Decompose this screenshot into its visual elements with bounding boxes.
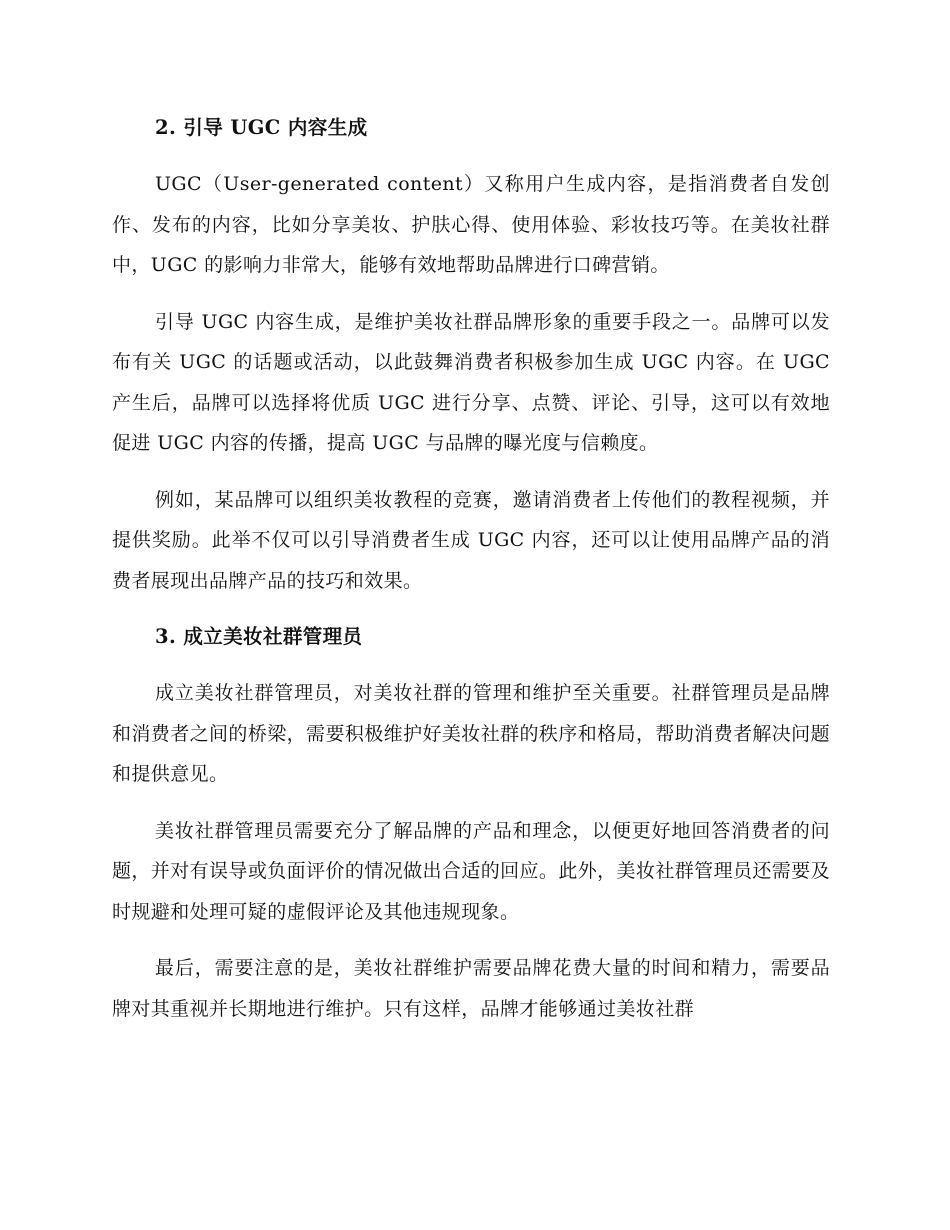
paragraph-closing: 最后，需要注意的是，美妆社群维护需要品牌花费大量的时间和精力，需要品牌对其重视并长期地进行维护。只有这样，品牌才能够通过美妆社群 <box>112 957 830 1020</box>
section-title-ugc: 2. 引导 UGC 内容生成 <box>155 116 368 139</box>
document-body <box>112 108 830 1029</box>
paragraph-ugc-example: 例如，某品牌可以组织美妆教程的竞赛，邀请消费者上传他们的教程视频，并提供奖励。此举不仅可以引导消费者生成 UGC 内容，还可以让使用品牌产品的消费者展现出品牌产品的技巧和效果。 <box>112 488 830 592</box>
paragraph-ugc-guidance: 引导 UGC 内容生成，是维护美妆社群品牌形象的重要手段之一。品牌可以发布有关 UGC 的话题或活动，以此鼓舞消费者积极参加生成 UGC 内容。在 UGC 产生后，品牌可以选择将优质 UGC 进行分享、点赞、评论、引导，这可以有效地促进 UGC 内容的传播，提高 UGC 与品牌的曝光度与信赖度。 <box>112 310 830 454</box>
paragraph-ugc-definition: UGC（User-generated content）又称用户生成内容，是指消费者自发创作、发布的内容，比如分享美妆、护肤心得、使用体验、彩妆技巧等。在美妆社群中，UGC 的影响力非常大，能够有效地帮助品牌进行口碑营销。 <box>112 173 830 276</box>
section-title-admin: 3. 成立美妆社群管理员 <box>155 625 363 648</box>
paragraph-admin-importance: 成立美妆社群管理员，对美妆社群的管理和维护至关重要。社群管理员是品牌和消费者之间的桥梁，需要积极维护好美妆社群的秩序和格局，帮助消费者解决问题和提供意见。 <box>112 682 830 785</box>
paragraph-admin-duties: 美妆社群管理员需要充分了解品牌的产品和理念，以便更好地回答消费者的问题，并对有误导或负面评价的情况做出合适的回应。此外，美妆社群管理员还需要及时规避和处理可疑的虚假评论及其他违规现象。 <box>112 819 830 923</box>
